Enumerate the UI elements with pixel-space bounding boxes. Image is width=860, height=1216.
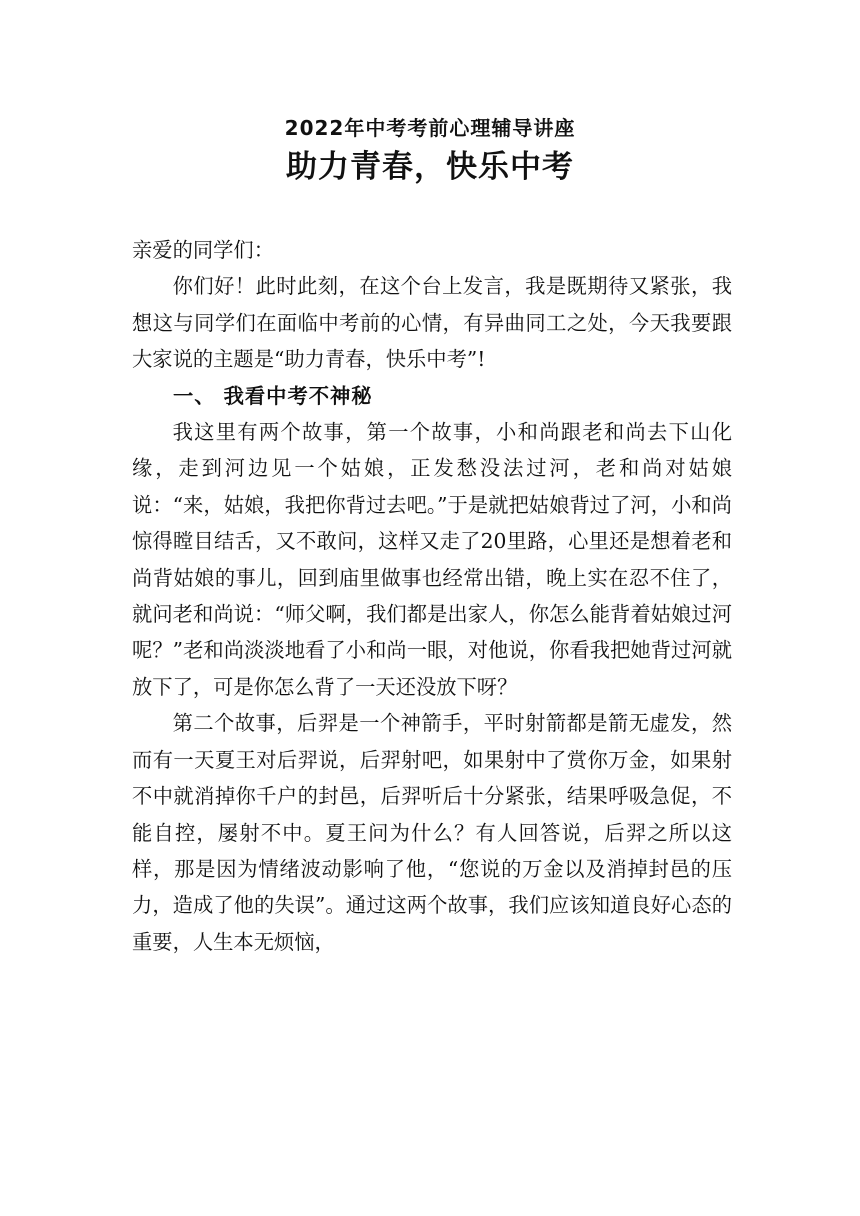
document-subtitle: 2022年中考考前心理辅导讲座 — [284, 116, 576, 140]
section-heading-1: 一、 我看中考不神秘 — [173, 383, 373, 408]
paragraph-opening: 你们好！此时此刻，在这个台上发言，我是既期待又紧张，我想这与同学们在面临中考前的心情，有异曲同工之处，今天我要跟大家说的主题是“助力青春，快乐中考”! — [132, 274, 732, 372]
paragraph-story-one: 我这里有两个故事，第一个故事，小和尚跟老和尚去下山化缘，走到河边见一个姑娘，正发愁没法过河，老和尚对姑娘说：“来，姑娘，我把你背过去吧。”于是就把姑娘背过了河，小和尚惊得瞠目结舌，又不敢问，这样又走了20里路，心里还是想着老和尚背姑娘的事儿，回到庙里做事也经常出错，晚上实在忍不住了，就问老和尚说：“师父啊，我们都是出家人，你怎么能背着姑娘过河呢？”老和尚淡淡地看了小和尚一眼，对他说，你看我把她背过河就放下了，可是你怎么背了一天还没放下呀？ — [132, 420, 732, 699]
paragraph-story-two: 第二个故事，后羿是一个神箭手，平时射箭都是箭无虚发，然而有一天夏王对后羿说，后羿射吧，如果射中了赏你万金，如果射不中就消掉你千户的封邑，后羿听后十分紧张，结果呼吸急促，不能自控，屡射不中。夏王问为什么？有人回答说，后羿之所以这样，那是因为情绪波动影响了他，“您说的万金以及消掉封邑的压力，造成了他的失误”。通过这两个故事，我们应该知道良好心态的重要，人生本无烦恼， — [132, 711, 732, 954]
document-body — [132, 232, 732, 960]
document-title: 助力青春，快乐中考 — [286, 149, 574, 185]
greeting-line: 亲爱的同学们： — [132, 238, 274, 262]
